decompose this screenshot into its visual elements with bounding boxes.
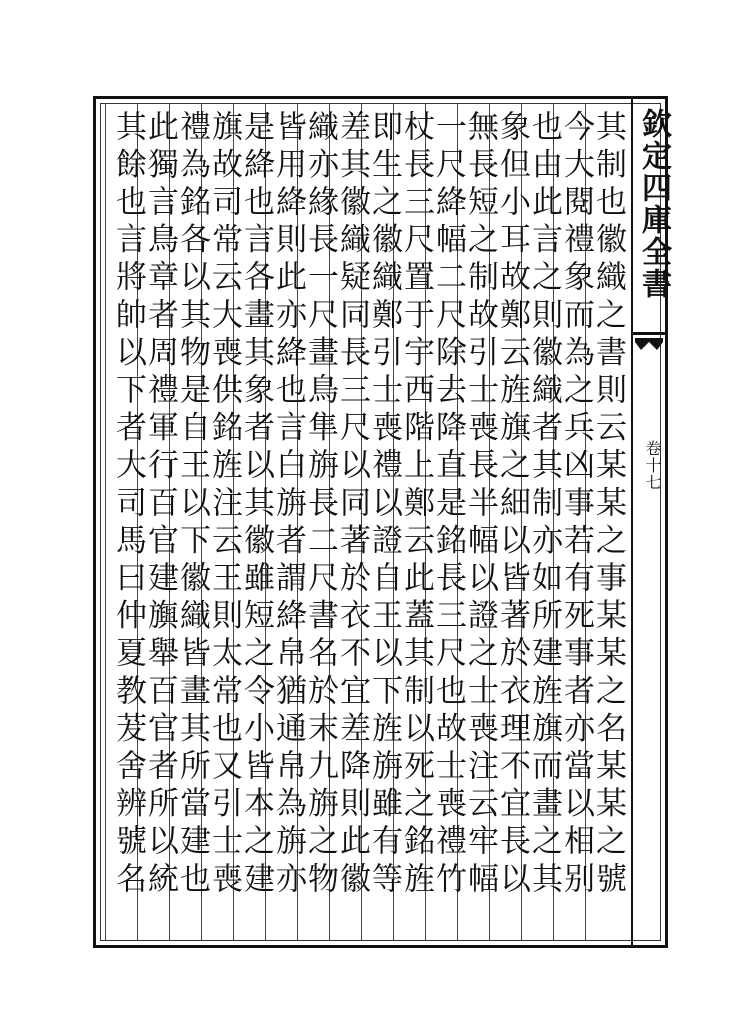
text-column <box>105 104 149 940</box>
column-text: 即生之徽織鄭引士喪禮以證自王以下旌旃雖有等 <box>366 110 402 900</box>
column-text: 一尺絳幅二尺除去降直是銘長三尺也故士喪禮竹 <box>430 110 466 900</box>
column-text: 此獨言鳥章者周禮軍行百官建旟舉百官者所以統 <box>142 110 178 900</box>
text-body <box>103 104 629 940</box>
fish-tail-mark <box>633 330 665 354</box>
column-text: 今大閱禮象而為之兵凶事若有死事者亦當以相别 <box>558 110 594 900</box>
margin-volume-label: 卷十七 <box>643 440 662 491</box>
column-text: 杖長三尺置于宇西階上鄭云此蓋其制以死之銘旌 <box>398 110 434 900</box>
column-text: 差其徽織疑同長三尺以同著於衣不宜差降則此徽 <box>334 110 370 900</box>
column-text: 無長短之制故引士喪長半幅以證之士喪注云牢幅 <box>462 110 498 900</box>
column-text: 旗故司常云大喪供銘旌注云王則太常也又引士喪 <box>206 110 242 900</box>
column-text: 織亦緣長一尺畫鳥隼旃長二尺書名於末九旃之物 <box>302 110 338 900</box>
column-text: 象但小耳故鄭云旌旗之細以皆著於衣理不宜長以 <box>494 110 530 900</box>
column-text: 禮為銘各以其物是自王以下徽織皆畫其所當建也 <box>174 110 210 900</box>
column-text: 是絳也言各畫其象者以其徽雖短之令小皆本之建 <box>238 110 274 900</box>
column-text: 其餘也言將帥以下者大司馬曰仲夏教茇舍辨號名 <box>110 110 146 900</box>
column-text: 皆用絳則此亦絳也言白旃者謂絳帛猶通帛為旃亦 <box>270 110 306 900</box>
column-text: 其制也徽織之書則云某某之事某某之名某某之號 <box>590 110 626 900</box>
margin-title: 欽定四庫全書 <box>636 108 671 300</box>
column-text: 也由此言之則徽織者其制亦如所建旌旗而畫之其 <box>526 110 562 900</box>
